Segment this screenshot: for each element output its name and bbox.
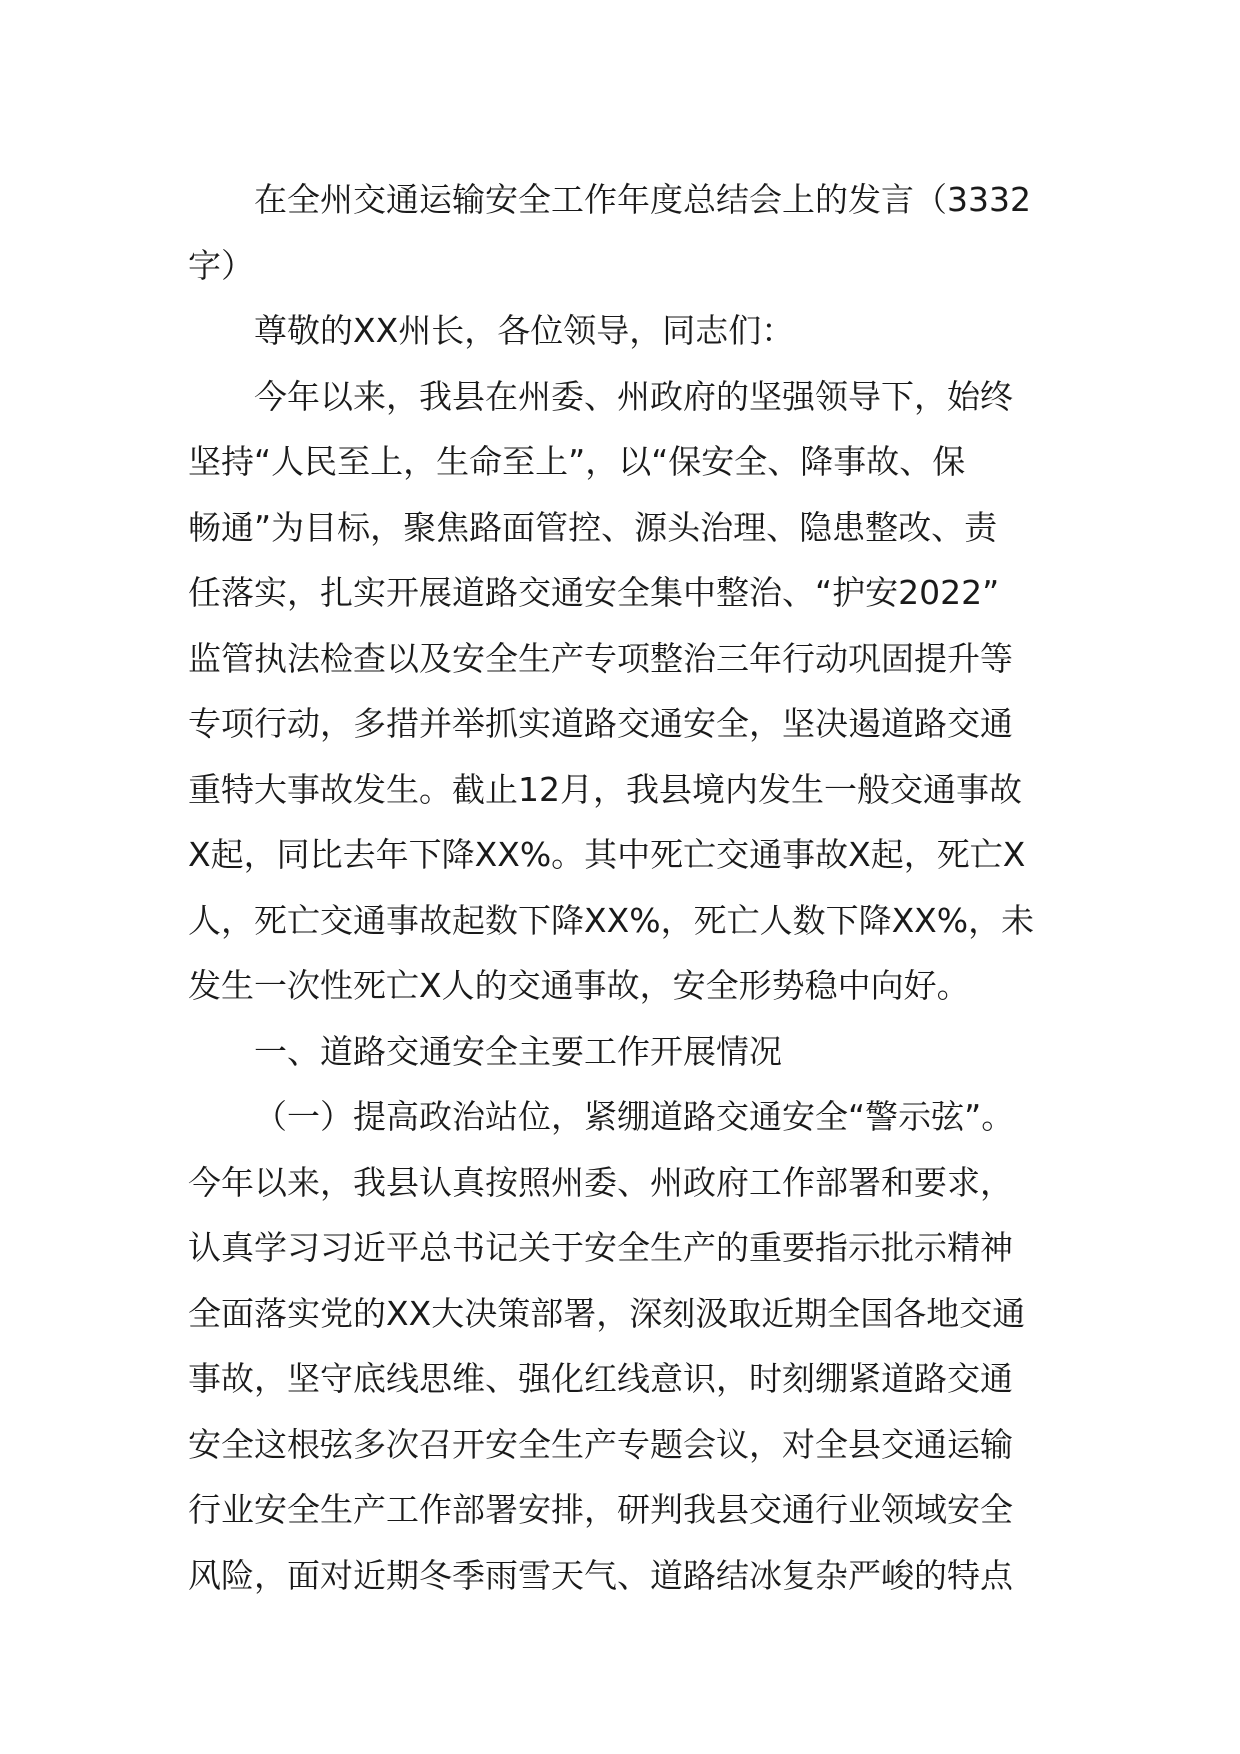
text-line: 认真学习习近平总书记关于安全生产的重要指示批示精神 [188, 1228, 1013, 1267]
title-line-2: 字） [188, 245, 254, 285]
text-line: 任落实，扎实开展道路交通安全集中整治、“护安2022” [188, 573, 1000, 612]
text-line: 监管执法检查以及安全生产专项整治三年行动巩固提升等 [188, 638, 1013, 678]
salutation: 尊敬的XX州长，各位领导，同志们： [254, 311, 795, 350]
document-body [188, 167, 1060, 1608]
text-line: X起，同比去年下降XX%。其中死亡交通事故X起，死亡X [188, 835, 1026, 874]
text-line: 安全这根弦多次召开安全生产专题会议，对全县交通运输 [188, 1424, 1013, 1464]
text-line: 发生一次性死亡X人的交通事故，安全形势稳中向好。 [188, 966, 970, 1005]
text-line: 坚持“人民至上，生命至上”，以“保安全、降事故、保 [188, 442, 966, 481]
text-line: 全面落实党的XX大决策部署，深刻汲取近期全国各地交通 [188, 1293, 1026, 1333]
text-line: 人，死亡交通事故起数下降XX%，死亡人数下降XX%，未 [188, 900, 1035, 940]
text-line: 今年以来，我县认真按照州委、州政府工作部署和要求， [188, 1162, 1013, 1202]
text-line: 今年以来，我县在州委、州政府的坚强领导下，始终 [254, 376, 1013, 416]
text-line: 畅通”为目标，聚焦路面管控、源头治理、隐患整改、责 [188, 507, 998, 547]
text-line: 专项行动，多措并举抓实道路交通安全，坚决遏道路交通 [188, 704, 1013, 743]
section-heading: 一、道路交通安全主要工作开展情况 [254, 1031, 782, 1071]
title-line-1: 在全州交通运输安全工作年度总结会上的发言（3332 [254, 180, 1031, 219]
text-line: 行业安全生产工作部署安排，研判我县交通行业领域安全 [188, 1490, 1013, 1529]
text-line: 重特大事故发生。截止12月，我县境内发生一般交通事故 [188, 769, 1022, 809]
text-line: 事故，坚守底线思维、强化红线意识，时刻绷紧道路交通 [188, 1359, 1013, 1398]
text-line: 风险，面对近期冬季雨雪天气、道路结冰复杂严峻的特点 [188, 1555, 1013, 1595]
subsection-heading: （一）提高政治站位，紧绷道路交通安全“警示弦”。 [254, 1097, 1015, 1136]
